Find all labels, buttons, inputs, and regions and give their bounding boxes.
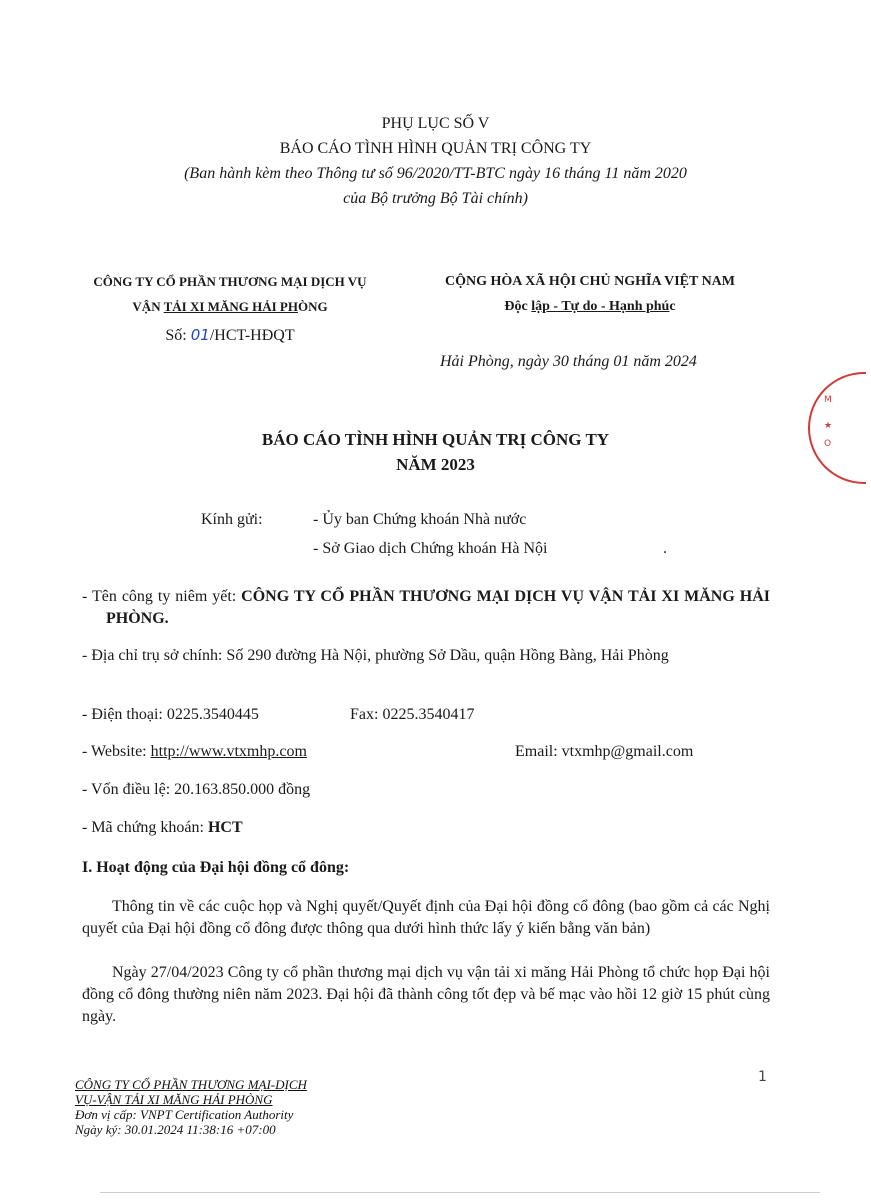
company-name-line2-underlined: TẢI XI MĂNG HẢI PH (163, 299, 298, 314)
stock-code (82, 817, 770, 839)
report-year: NĂM 2023 (396, 455, 475, 474)
head-office-address (82, 645, 770, 667)
fax-number: Fax: 0225.3540417 (350, 706, 475, 723)
listed-company-value: CÔNG TY CỔ PHẦN THƯƠNG MẠI DỊCH VỤ VẬN TẢI XI MĂNG HẢI PHÒNG. (106, 588, 770, 627)
appendix-issuance-note: (Ban hành kèm theo Thông tư số 96/2020/TT-BTC ngày 16 tháng 11 năm 2020 (184, 165, 687, 182)
national-motto-end: c (669, 299, 676, 314)
recipients-label: Kính gửi: (201, 511, 263, 528)
company-name-line2-end: ÒNG (297, 299, 328, 314)
stamp-char-1: M (824, 395, 832, 405)
national-motto-start: Độc (504, 299, 532, 314)
appendix-title: BÁO CÁO TÌNH HÌNH QUẢN TRỊ CÔNG TY (279, 140, 592, 157)
section-paragraph: Ngày 27/04/2023 Công ty cổ phần thương mại dịch vụ vận tải xi măng Hải Phòng tổ chức họp Đại hội đồng cổ đông thường niên năm 2023. Đại hội đã thành công tốt đẹp và bế mạc vào hồi 12 giờ 15 phút cùng ngày. (82, 964, 770, 1025)
document-number-suffix: /HCT-HĐQT (209, 327, 295, 344)
national-motto (410, 295, 770, 319)
appendix-issuer: của Bộ trưởng Bộ Tài chính) (343, 190, 528, 207)
page-number: 1 (758, 1069, 767, 1085)
signature-line: Đơn vị cấp: VNPT Certification Authority (75, 1107, 294, 1122)
nation-name: CỘNG HÒA XÃ HỘI CHỦ NGHĨA VIỆT NAM (444, 274, 735, 289)
recipient-item: - Sở Giao dịch Chứng khoán Hà Nội (313, 540, 548, 557)
national-motto-underlined: lập - Tự do - Hạnh phú (531, 299, 670, 314)
report-title: BÁO CÁO TÌNH HÌNH QUẢN TRỊ CÔNG TY (261, 430, 610, 449)
company-name-line2-start: VẬN (132, 299, 164, 314)
stamp-char-2: ★ (824, 421, 833, 431)
section-paragraph: Thông tin về các cuộc họp và Nghị quyết/Quyết định của Đại hội đồng cổ đông (bao gồm cả các Nghị quyết của Đại hội đồng cổ đông được thông qua dưới hình thức lấy ý kiến bằng văn bản) (82, 898, 770, 937)
document-number-handwritten: 01 (190, 326, 210, 344)
appendix-number: PHỤ LỤC SỐ V (381, 115, 490, 132)
website-label: - Website: (82, 743, 151, 760)
recipient-item: - Ủy ban Chứng khoán Nhà nước (313, 511, 527, 528)
digital-signature (75, 1077, 307, 1137)
website-link[interactable]: http://www.vtxmhp.com (150, 743, 307, 760)
document-number (60, 326, 400, 345)
recipient-trailing-dot: . (663, 540, 667, 557)
scan-edge-divider (100, 1192, 820, 1193)
listed-company-name (82, 586, 770, 630)
section-heading: I. Hoạt động của Đại hội đồng cổ đông: (82, 859, 350, 876)
signature-line: Ngày ký: 30.01.2024 11:38:16 +07:00 (75, 1122, 276, 1137)
stock-code-value: HCT (207, 819, 243, 836)
signature-line: VỤ-VẬN TẢI XI MĂNG HẢI PHÒNG (75, 1092, 273, 1107)
stock-code-label: - Mã chứng khoán: (82, 819, 208, 836)
document-number-label: Số: (165, 327, 191, 344)
phone-number: - Điện thoại: 0225.3540445 (82, 706, 259, 723)
company-name-line1: CÔNG TY CỔ PHẦN THƯƠNG MẠI DỊCH VỤ (93, 274, 367, 289)
stamp-char-3: O (824, 439, 832, 449)
listed-company-text (82, 586, 770, 630)
charter-capital: - Vốn điều lệ: 20.163.850.000 đồng (82, 781, 311, 798)
email-address: Email: vtxmhp@gmail.com (515, 743, 694, 760)
signature-line: CÔNG TY CỔ PHẦN THƯƠNG MẠI-DỊCH (75, 1077, 307, 1092)
head-office-address-text: - Địa chỉ trụ sở chính: Số 290 đường Hà Nội, phường Sở Dầu, quận Hồng Bàng, Hải Phòng (82, 647, 669, 664)
company-name-line2 (60, 295, 400, 319)
document-date: Hải Phòng, ngày 30 tháng 01 năm 2024 (440, 353, 697, 370)
listed-company-label: - Tên công ty niêm yết: (82, 588, 242, 605)
